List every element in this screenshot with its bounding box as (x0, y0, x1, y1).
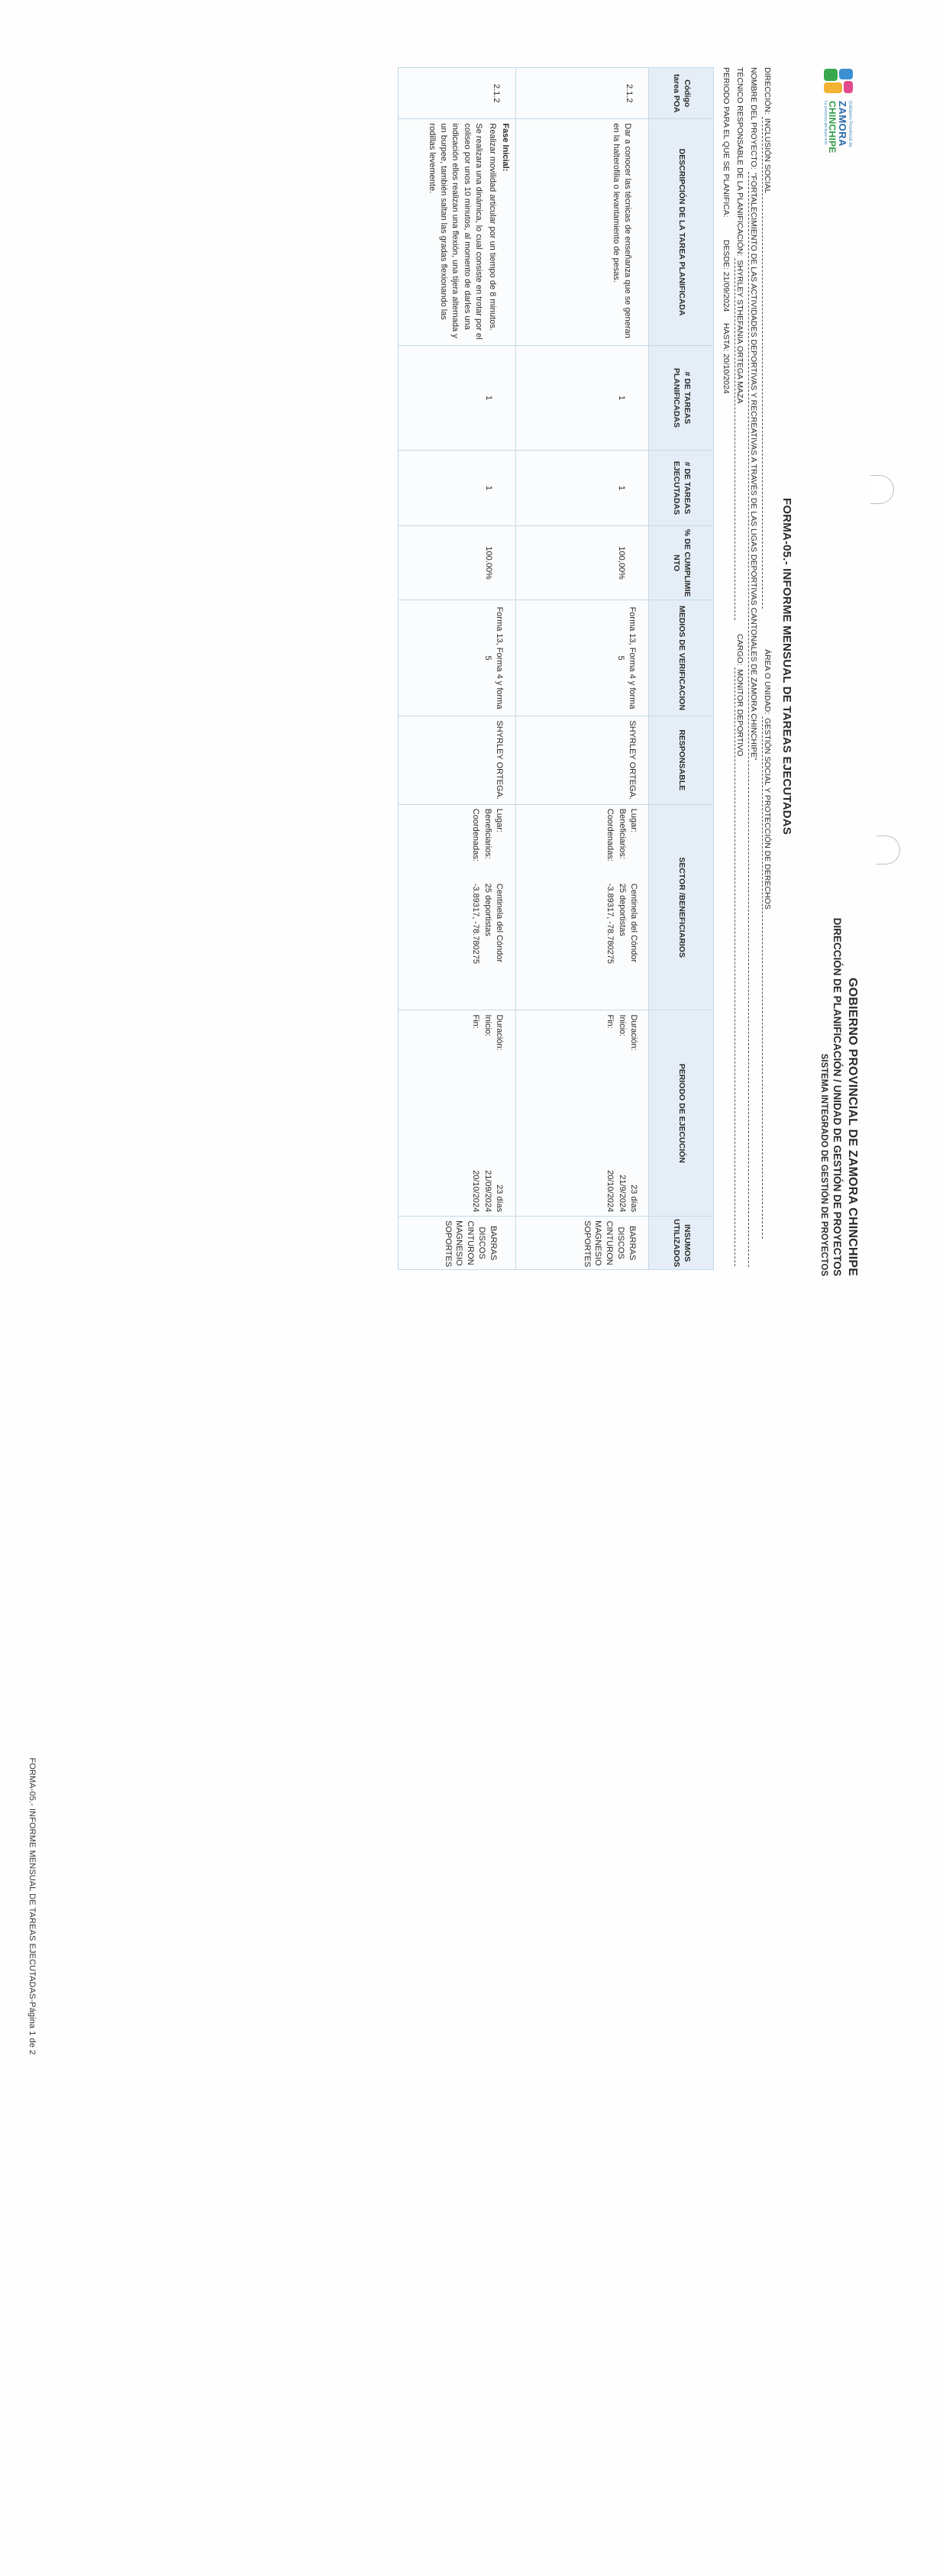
periodo-cell (399, 1010, 516, 1217)
descripcion-cell (399, 119, 516, 345)
header-descripcion: DESCRIPCIÓN DE LA TAREA PLANIFICADA (649, 119, 714, 345)
beneficiarios-label: Beneficiarios: (483, 808, 492, 859)
codigo-cell: 2.1.2 (516, 68, 649, 119)
duracion-line (628, 1014, 639, 1212)
fase-title: Fase Inicial: (501, 123, 510, 172)
descripcion-text: Dar a conocer las técnicas de enseñanza que se generan en la halterofilia o levantamiento de pesas. (611, 123, 632, 338)
sector-cell (399, 804, 516, 1010)
insumo-item: DISCOS (477, 1227, 487, 1259)
header-periodo: PERIODO DE EJECUCIÓN (649, 1010, 714, 1217)
area-label: ÁREA O UNIDAD: (763, 649, 772, 715)
table-row (516, 68, 649, 1270)
page-footer: FORMA-05.- INFORME MENSUAL DE TAREAS EJECUTADAS-Página 1 de 2 (27, 1757, 37, 2055)
hasta-label: HASTA: (722, 323, 731, 352)
inicio-line (615, 1014, 627, 1212)
coordenadas-label: Coordenadas: (471, 808, 481, 861)
desde-label: DESDE: (722, 239, 731, 270)
duracion-line (493, 1014, 505, 1212)
desde-value: 21/09/2024 (722, 271, 731, 312)
lugar-label: Lugar: (495, 808, 504, 832)
duracion-value: 23 días (629, 1185, 638, 1213)
binder-hole-bottom (877, 836, 900, 865)
beneficiarios-label: Beneficiarios: (617, 808, 627, 859)
codigo-cell: 2.1.2 (399, 68, 516, 119)
header-medios: MEDIOS DE VERIFICACION (649, 600, 714, 716)
header-cumplimiento: % DE CUMPLIMIE NTO (649, 525, 714, 600)
lugar-line (493, 809, 505, 1007)
fin-value: 20/10/2024 (471, 1170, 481, 1213)
coordenadas-label: Coordenadas: (605, 808, 615, 861)
lugar-value: Centinela del Cóndor (629, 883, 638, 963)
periodo-field (722, 67, 731, 394)
logo-zamora: ZAMORA (836, 101, 848, 147)
insumos-cell (516, 1217, 649, 1270)
cargo-value: MONITOR DEPORTIVO (735, 667, 744, 1266)
planificadas-cell: 1 (516, 345, 649, 450)
logo-tagline: La provincia del buen vivir (823, 101, 828, 145)
duracion-label: Duración: (629, 1014, 638, 1051)
logo-chinchipe: CHINCHIPE (826, 101, 838, 154)
direccion-field (762, 67, 772, 609)
tecnico-field (735, 67, 744, 620)
insumo-item: MAGNESIO (454, 1220, 464, 1266)
inicio-line (481, 1014, 492, 1212)
cumplimiento-cell: 100.00% (399, 525, 516, 600)
beneficiarios-value: 25 deportistas (483, 883, 492, 936)
inicio-value: 21/9/2024 (617, 1175, 627, 1213)
inicio-label: Inicio: (617, 1014, 627, 1037)
periodo-cell (516, 1010, 649, 1217)
tasks-table (398, 67, 714, 1270)
insumo-item: SOPORTES (443, 1220, 453, 1268)
lugar-label: Lugar: (629, 808, 638, 832)
ejecutadas-cell: 1 (399, 451, 516, 526)
planificadas-cell: 1 (399, 345, 516, 450)
duracion-label: Duración: (495, 1014, 504, 1051)
descripcion-cell (516, 119, 649, 345)
header-sector: SECTOR /BENEFICIARIOS (649, 804, 714, 1010)
tecnico-value: SHYRLEY STHEFANIA ORTEGA MAZA (735, 258, 744, 620)
beneficiarios-line (615, 809, 627, 1007)
beneficiarios-value: 25 deportistas (617, 883, 627, 936)
header-planificadas: # DE TAREAS PLANIFICADAS (649, 345, 714, 450)
descripcion-text: Se realizara una dinámica, lo cual consiste en trotar por el coliseo por unos 10 minutos, al momento de darles una indicación ellos realizan una flexión, una tijera alternada y un burpee, también saltan las gradas flexionando las rodillas levemente. (427, 123, 484, 340)
cargo-field (735, 634, 744, 1266)
tecnico-label: TÉCNICO RESPONSABLE DE LA PLANIFICACIÓN: (735, 67, 744, 257)
zamora-chinchipe-logo (818, 67, 857, 174)
rotated-form-page (92, 53, 864, 1279)
lugar-value: Centinela del Cóndor (495, 883, 504, 963)
coordenadas-value: -3.89317, -78.780275 (471, 883, 481, 964)
nombre-proyecto-label: NOMBRE DEL PROYECTO: (749, 67, 758, 170)
fin-value: 20/10/2024 (605, 1170, 615, 1213)
direccion-label: DIRECCIÓN: (763, 67, 772, 115)
inicio-label: Inicio: (483, 1014, 492, 1037)
ejecutadas-cell: 1 (516, 451, 649, 526)
sector-cell (516, 804, 649, 1010)
system-name: SISTEMA INTEGRADO DE GESTIÓN DE PROYECTOS (819, 1053, 828, 1276)
insumo-item: BARRAS (489, 1225, 498, 1261)
responsable-cell: SHYRLEY ORTEGA. (516, 716, 649, 804)
table-row (399, 68, 516, 1270)
logo-caption: Gobierno Provincial de (847, 101, 852, 147)
insumo-item: SOPORTES (582, 1220, 592, 1268)
cargo-label: CARGO: (735, 634, 744, 666)
insumos-cell (399, 1217, 516, 1270)
header-insumos: INSUMOS UTILIZADOS (649, 1217, 714, 1270)
fin-label: Fin: (471, 1014, 481, 1029)
header-ejecutadas: # DE TAREAS EJECUTADAS (649, 451, 714, 526)
coordenadas-value: -3.89317, -78.780275 (605, 883, 615, 964)
direccion-value: INCLUSIÓN SOCIAL (762, 117, 772, 609)
province-emblem-icon (821, 67, 854, 96)
nombre-proyecto-value: "FORTALECIMIENTO DE LAS ACTIVIDADES DEPORTIVAS Y RECREATIVAS A TRAVÉS DE LAS LIGAS DEPORTIVAS CANTONALES DE ZAMORA CHINCHIPE" (748, 172, 758, 1267)
medios-cell: Forma 13, Forma 4 y forma 5 (399, 600, 516, 716)
area-field (762, 649, 772, 1239)
cumplimiento-cell: 100,00% (516, 525, 649, 600)
hasta-value: 20/10/2024 (722, 354, 731, 394)
insumo-item: BARRAS (628, 1225, 637, 1261)
department-name: DIRECCIÓN DE PLANIFICACIÓN / UNIDAD DE GESTIÓN DE PROYECTOS (831, 917, 843, 1276)
fin-label: Fin: (605, 1014, 615, 1029)
form-title: FORMA-05.- INFORME MENSUAL DE TAREAS EJECUTADAS (780, 497, 793, 836)
header-codigo: Código tarea POA (649, 68, 714, 119)
responsable-cell: SHYRLEY ORTEGA. (399, 716, 516, 804)
periodo-label: PERIODO PARA EL QUE SE PLANIFICA: (722, 67, 731, 218)
fin-line (604, 1014, 615, 1212)
nombre-proyecto-field (748, 67, 758, 1267)
insumo-item: MAGNESIO (593, 1220, 603, 1266)
lugar-line (628, 809, 639, 1007)
inicio-value: 21/09/2024 (483, 1170, 492, 1213)
binder-hole-top (870, 475, 894, 504)
descripcion-text: Realizar movilidad articular por un tiempo de 8 minutos. (487, 123, 497, 331)
table-header-row (649, 68, 714, 1270)
insumo-item: CINTURON (605, 1220, 615, 1265)
organization-name: GOBIERNO PROVINCIAL DE ZAMORA CHINCHIPE (846, 978, 859, 1276)
insumo-item: CINTURON (466, 1220, 476, 1265)
beneficiarios-line (481, 809, 492, 1007)
coordenadas-line (604, 809, 615, 1007)
area-value: GESTIÓN SOCIAL Y PROTECCIÓN DE DERECHOS (762, 716, 772, 1239)
insumo-item: DISCOS (616, 1227, 626, 1259)
fin-line (470, 1014, 481, 1212)
duracion-value: 23 días (495, 1185, 504, 1213)
header-responsable: RESPONSABLE (649, 716, 714, 804)
coordenadas-line (470, 809, 481, 1007)
medios-cell: Forma 13, Forma 4 y forma 5 (516, 600, 649, 716)
